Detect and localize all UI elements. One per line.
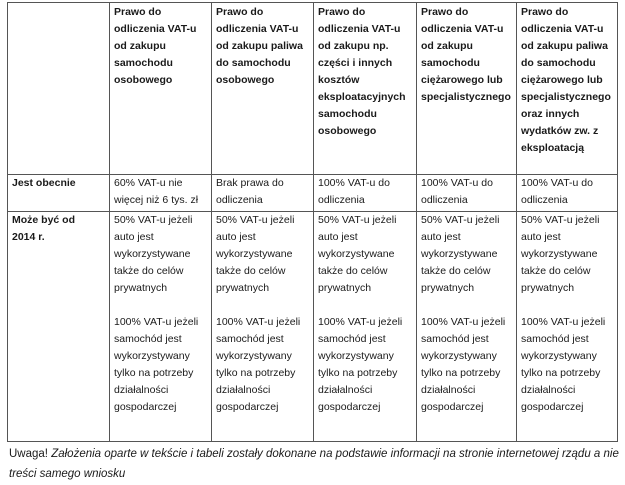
cell-2014-car-fuel <box>212 212 314 442</box>
footnote-lead: Uwaga! <box>9 448 48 460</box>
cell-2014-truck-purchase <box>417 212 517 442</box>
cell-2014-car-purchase-50: 50% VAT-u jeżeli auto jest wykorzystywane także do celów prywatnych <box>114 214 193 294</box>
header-car-purchase: Prawo do odliczenia VAT-u od zakupu samochodu osobowego <box>110 3 212 175</box>
cell-current-car-purchase: 60% VAT-u nie więcej niż 6 tys. zł <box>110 175 212 212</box>
cell-2014-car-purchase-100: 100% VAT-u jeżeli samochód jest wykorzystywany tylko na potrzeby działalności gospodarczej <box>114 316 199 413</box>
table-header-row <box>8 3 618 175</box>
cell-2014-car-purchase <box>110 212 212 442</box>
table-row-from-2014 <box>8 212 618 442</box>
row-label-from-2014: Może być od 2014 r. <box>8 212 110 442</box>
cell-current-truck-purchase: 100% VAT-u do odliczenia <box>417 175 517 212</box>
cell-2014-car-fuel-50: 50% VAT-u jeżeli auto jest wykorzystywane także do celów prywatnych <box>216 214 295 294</box>
cell-2014-car-parts <box>314 212 417 442</box>
cell-current-car-parts: 100% VAT-u do odliczenia <box>314 175 417 212</box>
cell-2014-truck-fuel-50: 50% VAT-u jeżeli auto jest wykorzystywane także do celów prywatnych <box>521 214 600 294</box>
header-corner-cell <box>8 3 110 175</box>
header-truck-purchase: Prawo do odliczenia VAT-u od zakupu samochodu ciężarowego lub specjalistycznego <box>417 3 517 175</box>
cell-current-car-fuel: Brak prawa do odliczenia <box>212 175 314 212</box>
footnote <box>9 444 619 484</box>
header-car-parts-costs: Prawo do odliczenia VAT-u od zakupu np. części i innych kosztów eksploatacyjnych samochodu osobowego <box>314 3 417 175</box>
header-car-fuel: Prawo do odliczenia VAT-u od zakupu paliwa do samochodu osobowego <box>212 3 314 175</box>
row-label-current: Jest obecnie <box>8 175 110 212</box>
header-truck-fuel-costs: Prawo do odliczenia VAT-u od zakupu paliwa do samochodu ciężarowego lub specjalistycznego oraz innych wydatków zw. z eksploatacją <box>517 3 618 175</box>
footnote-text: Założenia oparte w tekście i tabeli zostały dokonane na podstawie informacji na stronie internetowej rządu a nie treści samego wniosku <box>9 448 619 480</box>
cell-current-truck-fuel: 100% VAT-u do odliczenia <box>517 175 618 212</box>
vat-deduction-table <box>7 2 618 442</box>
cell-2014-truck-fuel-100: 100% VAT-u jeżeli samochód jest wykorzystywany tylko na potrzeby działalności gospodarczej <box>521 316 606 413</box>
cell-2014-car-parts-50: 50% VAT-u jeżeli auto jest wykorzystywane także do celów prywatnych <box>318 214 397 294</box>
cell-2014-truck-purchase-100: 100% VAT-u jeżeli samochód jest wykorzystywany tylko na potrzeby działalności gospodarczej <box>421 316 506 413</box>
cell-2014-truck-fuel <box>517 212 618 442</box>
cell-2014-car-fuel-100: 100% VAT-u jeżeli samochód jest wykorzystywany tylko na potrzeby działalności gospodarczej <box>216 316 301 413</box>
cell-2014-car-parts-100: 100% VAT-u jeżeli samochód jest wykorzystywany tylko na potrzeby działalności gospodarczej <box>318 316 403 413</box>
table-row-current <box>8 175 618 212</box>
cell-2014-truck-purchase-50: 50% VAT-u jeżeli auto jest wykorzystywane także do celów prywatnych <box>421 214 500 294</box>
